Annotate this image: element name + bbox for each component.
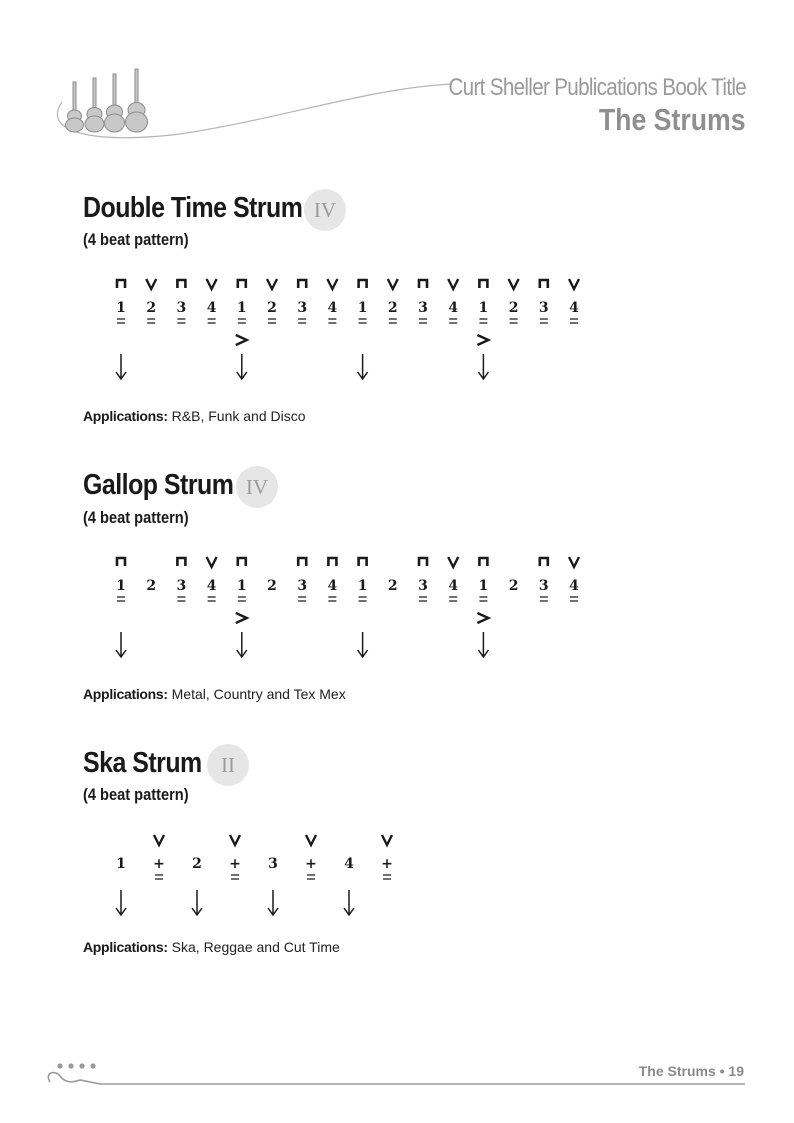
up-stroke-symbol xyxy=(382,835,392,845)
section-title: Double Time Strum xyxy=(83,192,303,224)
down-arrow-icon xyxy=(116,632,126,657)
accent-mark xyxy=(236,335,247,345)
beat-count: 3 xyxy=(176,300,187,316)
beat-count: 2 xyxy=(508,300,519,316)
down-stroke-symbol xyxy=(419,558,427,566)
beat-mark xyxy=(479,319,487,323)
header-ukulele-illustration xyxy=(40,64,460,164)
chapter-title: The Strums xyxy=(599,102,746,137)
down-arrow-icon xyxy=(237,354,247,379)
beat-mark xyxy=(147,319,155,323)
down-stroke-symbol xyxy=(298,558,306,566)
down-stroke-symbol xyxy=(238,280,246,288)
beat-count: 4 xyxy=(327,300,338,316)
applications-text: R&B, Funk and Disco xyxy=(171,408,306,424)
beat-count: 3 xyxy=(538,300,549,316)
beat-count: 1 xyxy=(357,300,368,316)
beat-mark xyxy=(540,597,548,601)
beat-count: + xyxy=(381,856,393,872)
down-stroke-symbol xyxy=(117,558,125,566)
beat-mark xyxy=(419,319,427,323)
beat-count: 3 xyxy=(268,856,278,872)
beat-count: 2 xyxy=(387,578,398,594)
page-footer: The Strums • 19 xyxy=(638,1063,744,1079)
beat-count: 4 xyxy=(569,300,579,316)
beat-mark xyxy=(570,597,578,601)
beat-mark xyxy=(359,319,367,323)
section-title: Ska Strum xyxy=(83,747,202,779)
beat-count: 3 xyxy=(418,300,428,316)
beat-count: 3 xyxy=(297,300,308,316)
beat-mark xyxy=(298,597,306,601)
beat-count: 2 xyxy=(146,300,157,316)
up-stroke-symbol xyxy=(306,835,316,845)
beat-mark xyxy=(449,597,457,601)
accent-mark xyxy=(477,335,488,345)
down-arrow-icon xyxy=(192,890,202,915)
applications-line xyxy=(83,408,306,424)
up-stroke-symbol xyxy=(388,279,398,289)
beat-count: 4 xyxy=(206,578,217,594)
down-stroke-symbol xyxy=(479,558,487,566)
beat-count: 4 xyxy=(569,578,579,594)
down-arrow-icon xyxy=(116,890,126,915)
up-stroke-symbol xyxy=(569,279,579,289)
up-stroke-symbol xyxy=(509,279,519,289)
beat-mark xyxy=(231,875,239,879)
up-stroke-symbol xyxy=(267,279,277,289)
beat-mark xyxy=(307,875,315,879)
beat-count: 2 xyxy=(267,578,277,594)
up-stroke-symbol xyxy=(448,279,458,289)
down-stroke-symbol xyxy=(540,558,548,566)
section-subtitle: (4 beat pattern) xyxy=(83,230,189,249)
level-badge: II xyxy=(207,744,249,786)
level-badge: IV xyxy=(304,189,346,231)
beat-count: 1 xyxy=(357,578,368,594)
beat-count: 2 xyxy=(192,856,202,872)
beat-count: 3 xyxy=(418,578,428,594)
beat-count: 4 xyxy=(448,578,459,594)
book-title: Curt Sheller Publications Book Title xyxy=(448,74,746,101)
beat-mark xyxy=(540,319,548,323)
down-arrow-icon xyxy=(268,890,278,915)
beat-mark xyxy=(268,319,276,323)
applications-line xyxy=(83,939,340,955)
ukulele-icon xyxy=(85,78,104,132)
beat-mark xyxy=(419,597,427,601)
applications-text: Metal, Country and Tex Mex xyxy=(171,686,346,702)
down-arrow-icon xyxy=(237,632,247,657)
beat-mark xyxy=(328,319,336,323)
applications-text: Ska, Reggae and Cut Time xyxy=(171,939,340,955)
beat-mark xyxy=(177,319,185,323)
ukulele-icon xyxy=(126,69,148,132)
beat-count: 3 xyxy=(176,578,187,594)
down-arrow-icon xyxy=(478,354,488,379)
down-arrow-icon xyxy=(358,632,368,657)
beat-count: 2 xyxy=(267,300,277,316)
ukulele-icon xyxy=(66,82,84,132)
down-stroke-symbol xyxy=(117,280,125,288)
down-stroke-symbol xyxy=(359,558,367,566)
strum-pattern xyxy=(0,826,794,946)
accent-mark xyxy=(477,613,488,623)
beat-mark xyxy=(177,597,185,601)
beat-mark xyxy=(383,875,391,879)
beat-mark xyxy=(117,597,125,601)
up-stroke-symbol xyxy=(569,557,579,567)
beat-count: 1 xyxy=(116,300,126,316)
section-subtitle: (4 beat pattern) xyxy=(83,508,189,527)
ukulele-icon xyxy=(105,74,125,132)
applications-label: Applications: xyxy=(83,408,168,424)
beat-mark xyxy=(449,319,457,323)
strum-pattern xyxy=(0,548,794,668)
beat-count: 2 xyxy=(387,300,398,316)
up-stroke-symbol xyxy=(207,279,217,289)
beat-mark xyxy=(359,597,367,601)
down-stroke-symbol xyxy=(238,558,246,566)
beat-count: + xyxy=(305,856,317,872)
beat-count: 1 xyxy=(116,856,126,872)
down-stroke-symbol xyxy=(298,280,306,288)
beat-count: 4 xyxy=(448,300,459,316)
strum-pattern xyxy=(0,270,794,390)
up-stroke-symbol xyxy=(327,279,337,289)
down-stroke-symbol xyxy=(328,558,336,566)
beat-count: 4 xyxy=(206,300,217,316)
down-stroke-symbol xyxy=(540,280,548,288)
beat-mark xyxy=(238,597,246,601)
beat-count: 3 xyxy=(297,578,308,594)
beat-mark xyxy=(155,875,163,879)
beat-count: 2 xyxy=(146,578,157,594)
beat-mark xyxy=(328,597,336,601)
applications-line xyxy=(83,686,346,702)
beat-mark xyxy=(510,319,518,323)
beat-count: 3 xyxy=(538,578,549,594)
beat-count: 1 xyxy=(478,578,489,594)
beat-count: 1 xyxy=(236,300,247,316)
beat-mark xyxy=(208,597,216,601)
applications-label: Applications: xyxy=(83,686,168,702)
down-stroke-symbol xyxy=(479,280,487,288)
up-stroke-symbol xyxy=(230,835,240,845)
down-arrow-icon xyxy=(344,890,354,915)
section-subtitle: (4 beat pattern) xyxy=(83,785,189,804)
beat-count: 2 xyxy=(508,578,519,594)
applications-label: Applications: xyxy=(83,939,168,955)
down-stroke-symbol xyxy=(177,558,185,566)
beat-count: 4 xyxy=(344,856,354,872)
up-stroke-symbol xyxy=(154,835,164,845)
beat-mark xyxy=(298,319,306,323)
down-stroke-symbol xyxy=(359,280,367,288)
down-arrow-icon xyxy=(478,632,488,657)
beat-mark xyxy=(389,319,397,323)
down-stroke-symbol xyxy=(177,280,185,288)
beat-count: 1 xyxy=(116,578,126,594)
down-arrow-icon xyxy=(116,354,126,379)
up-stroke-symbol xyxy=(146,279,156,289)
up-stroke-symbol xyxy=(207,557,217,567)
accent-mark xyxy=(236,613,247,623)
beat-mark xyxy=(570,319,578,323)
beat-count: 1 xyxy=(478,300,489,316)
section-title: Gallop Strum xyxy=(83,469,234,501)
beat-mark xyxy=(208,319,216,323)
down-stroke-symbol xyxy=(419,280,427,288)
beat-mark xyxy=(479,597,487,601)
down-arrow-icon xyxy=(358,354,368,379)
beat-count: 4 xyxy=(327,578,338,594)
beat-mark xyxy=(238,319,246,323)
beat-count: + xyxy=(229,856,241,872)
up-stroke-symbol xyxy=(448,557,458,567)
beat-count: 1 xyxy=(236,578,247,594)
level-badge: IV xyxy=(236,466,278,508)
beat-mark xyxy=(117,319,125,323)
beat-count: + xyxy=(153,856,165,872)
